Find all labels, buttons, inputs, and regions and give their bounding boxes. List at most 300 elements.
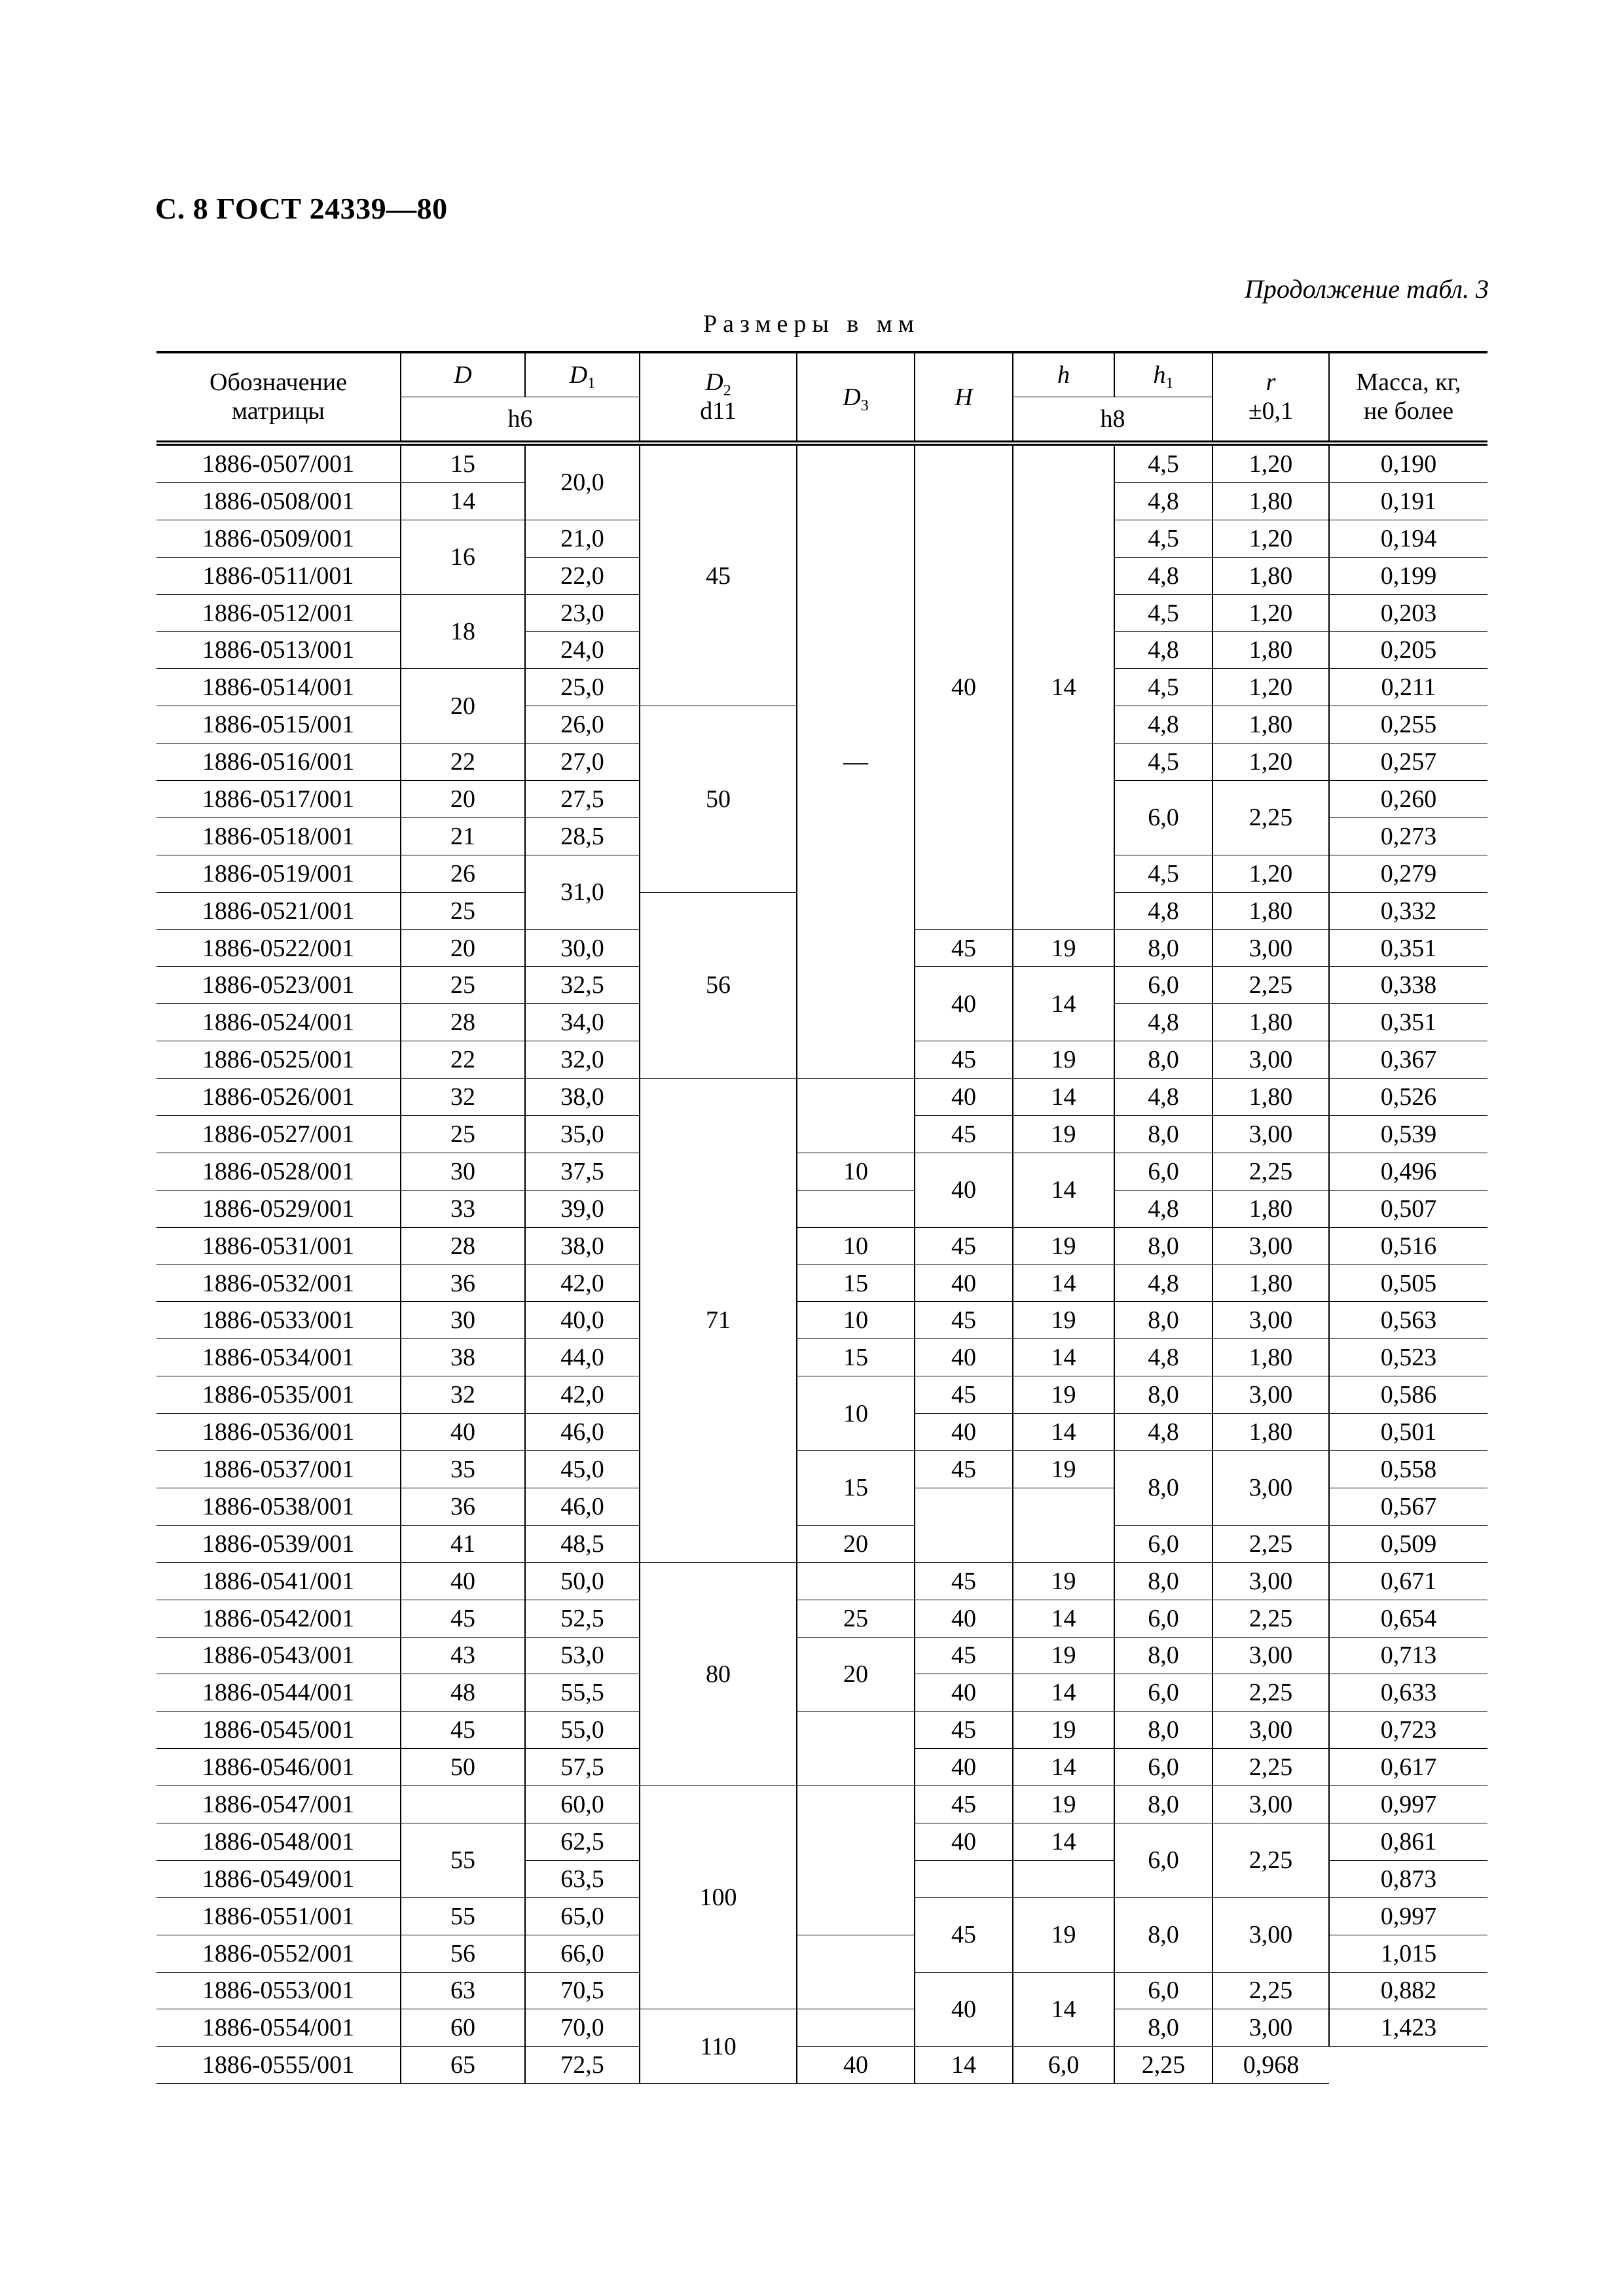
cell-D: 60 [401, 2009, 525, 2047]
cell-D: 28 [401, 1004, 525, 1041]
cell-D1: 42,0 [525, 1376, 640, 1414]
cell-mass: 0,509 [1329, 1525, 1487, 1562]
cell-D: 25 [401, 892, 525, 929]
cell-D1: 39,0 [525, 1190, 640, 1227]
cell-h1: 4,8 [1114, 1339, 1213, 1376]
cell-h: 14 [1013, 967, 1114, 1041]
cell-D1: 22,0 [525, 557, 640, 594]
cell-mass: 0,273 [1329, 817, 1487, 855]
cell-h1: 4,8 [1114, 557, 1213, 594]
cell-h [1013, 1860, 1114, 1897]
cell-D3 [797, 1935, 915, 2009]
header-D3: $D_3$ [797, 352, 915, 443]
cell-D1: 20,0 [525, 443, 640, 520]
cell-mass: 0,654 [1329, 1600, 1487, 1637]
cell-mass: 0,501 [1329, 1414, 1487, 1451]
cell-mass: 0,351 [1329, 1004, 1487, 1041]
cell-h: 19 [1013, 1041, 1114, 1079]
cell-h1: 4,5 [1114, 520, 1213, 557]
cell-h1: 6,0 [1114, 967, 1213, 1004]
cell-mass: 0,194 [1329, 520, 1487, 557]
cell-H: 40 [915, 1600, 1013, 1637]
cell-h: 19 [1013, 1376, 1114, 1414]
cell-D1: 40,0 [525, 1302, 640, 1339]
cell-D1: 65,0 [525, 1897, 640, 1935]
cell-D3 [797, 2009, 915, 2047]
cell-H [915, 1488, 1013, 1562]
cell-mass: 0,997 [1329, 1786, 1487, 1823]
cell-h: 14 [915, 2047, 1013, 2084]
cell-h: 19 [1013, 1637, 1114, 1674]
cell-D3: 10 [797, 1153, 915, 1190]
cell-designation: 1886-0545/001 [156, 1712, 401, 1749]
table-row [156, 1190, 1487, 1227]
cell-H: 40 [915, 1339, 1013, 1376]
cell-D1: 72,5 [525, 2047, 640, 2084]
cell-mass: 0,861 [1329, 1823, 1487, 1860]
cell-D1: 46,0 [525, 1488, 640, 1525]
cell-H: 40 [915, 443, 1013, 929]
cell-designation: 1886-0526/001 [156, 1079, 401, 1116]
cell-D: 30 [401, 1302, 525, 1339]
cell-designation: 1886-0533/001 [156, 1302, 401, 1339]
cell-designation: 1886-0515/001 [156, 706, 401, 744]
cell-D1: 38,0 [525, 1227, 640, 1265]
cell-h1: 4,5 [1114, 855, 1213, 892]
cell-designation: 1886-0522/001 [156, 929, 401, 967]
cell-D: 65 [401, 2047, 525, 2084]
cell-r: 1,20 [1213, 520, 1329, 557]
table-row [156, 1302, 1487, 1339]
cell-D: 35 [401, 1451, 525, 1488]
cell-D: 22 [401, 1041, 525, 1079]
cell-D: 63 [401, 1972, 525, 2009]
cell-D3 [797, 1190, 915, 1227]
cell-h1: 6,0 [1114, 1823, 1213, 1897]
cell-D: 33 [401, 1190, 525, 1227]
cell-designation: 1886-0509/001 [156, 520, 401, 557]
cell-designation: 1886-0519/001 [156, 855, 401, 892]
cell-designation: 1886-0521/001 [156, 892, 401, 929]
cell-mass: 0,617 [1329, 1749, 1487, 1786]
cell-D: 43 [401, 1637, 525, 1674]
cell-D1: 37,5 [525, 1153, 640, 1190]
cell-mass: 0,671 [1329, 1562, 1487, 1600]
cell-h1: 8,0 [1114, 2009, 1213, 2047]
table-row [156, 443, 1487, 482]
cell-h1: 8,0 [1114, 1451, 1213, 1526]
cell-r: 2,25 [1213, 1525, 1329, 1562]
cell-h1: 8,0 [1114, 1376, 1213, 1414]
cell-h1: 6,0 [1114, 1525, 1213, 1562]
cell-H: 40 [915, 1674, 1013, 1712]
cell-designation: 1886-0516/001 [156, 744, 401, 781]
cell-r: 2,25 [1213, 1823, 1329, 1897]
cell-designation: 1886-0513/001 [156, 632, 401, 669]
cell-D [401, 1786, 525, 1823]
table-row [156, 1786, 1487, 1823]
cell-r: 1,80 [1213, 482, 1329, 520]
cell-D: 55 [401, 1823, 525, 1897]
table-row [156, 1525, 1487, 1562]
cell-mass: 0,190 [1329, 443, 1487, 482]
cell-h1: 8,0 [1114, 1897, 1213, 1972]
table-body [156, 443, 1487, 2084]
cell-h1: 8,0 [1114, 1712, 1213, 1749]
cell-mass: 0,257 [1329, 744, 1487, 781]
cell-D1: 32,0 [525, 1041, 640, 1079]
cell-h1: 8,0 [1114, 929, 1213, 967]
cell-D2: 56 [640, 892, 797, 1078]
cell-D1: 21,0 [525, 520, 640, 557]
cell-mass: 0,279 [1329, 855, 1487, 892]
cell-mass: 0,586 [1329, 1376, 1487, 1414]
cell-H: 45 [915, 1562, 1013, 1600]
cell-designation: 1886-0553/001 [156, 1972, 401, 2009]
cell-D2: 50 [640, 706, 797, 892]
cell-h: 14 [1013, 1265, 1114, 1302]
cell-D: 20 [401, 929, 525, 967]
cell-D3 [797, 1786, 915, 1935]
cell-D: 36 [401, 1488, 525, 1525]
cell-D: 28 [401, 1227, 525, 1265]
cell-H: 40 [915, 1414, 1013, 1451]
cell-D2: 80 [640, 1562, 797, 1785]
cell-D1: 53,0 [525, 1637, 640, 1674]
header-designation: Обозначение матрицы [156, 352, 401, 443]
table-row [156, 1079, 1487, 1116]
cell-D1: 35,0 [525, 1116, 640, 1153]
cell-D: 45 [401, 1712, 525, 1749]
cell-mass: 0,255 [1329, 706, 1487, 744]
cell-D: 45 [401, 1600, 525, 1637]
cell-h: 19 [1013, 1562, 1114, 1600]
cell-mass: 0,516 [1329, 1227, 1487, 1265]
cell-D: 20 [401, 669, 525, 744]
cell-H: 45 [915, 1712, 1013, 1749]
cell-D: 26 [401, 855, 525, 892]
cell-h1: 4,5 [1114, 669, 1213, 706]
cell-D1: 28,5 [525, 817, 640, 855]
cell-D: 40 [401, 1414, 525, 1451]
cell-D3: 10 [797, 1227, 915, 1265]
cell-H: 45 [915, 1376, 1013, 1414]
cell-designation: 1886-0534/001 [156, 1339, 401, 1376]
cell-h1: 4,8 [1114, 1414, 1213, 1451]
cell-r: 3,00 [1213, 1116, 1329, 1153]
cell-D: 36 [401, 1265, 525, 1302]
cell-D3: 15 [797, 1265, 915, 1302]
cell-mass: 0,526 [1329, 1079, 1487, 1116]
cell-r: 1,80 [1213, 706, 1329, 744]
cell-designation: 1886-0548/001 [156, 1823, 401, 1860]
cell-h1: 4,8 [1114, 482, 1213, 520]
cell-designation: 1886-0512/001 [156, 594, 401, 632]
cell-D: 38 [401, 1339, 525, 1376]
cell-h: 14 [1013, 1414, 1114, 1451]
cell-D: 40 [401, 1562, 525, 1600]
cell-designation: 1886-0549/001 [156, 1860, 401, 1897]
cell-h1: 4,8 [1114, 1190, 1213, 1227]
cell-D3 [797, 1712, 915, 1786]
cell-mass: 0,260 [1329, 781, 1487, 818]
table-row [156, 1637, 1487, 1674]
cell-H: 45 [915, 1897, 1013, 1972]
cell-H: 40 [915, 967, 1013, 1041]
cell-r: 1,80 [1213, 1004, 1329, 1041]
cell-designation: 1886-0537/001 [156, 1451, 401, 1488]
cell-mass: 0,873 [1329, 1860, 1487, 1897]
table-row [156, 1339, 1487, 1376]
cell-designation: 1886-0544/001 [156, 1674, 401, 1712]
cell-D1: 66,0 [525, 1935, 640, 1972]
cell-designation: 1886-0541/001 [156, 1562, 401, 1600]
table-row [156, 1600, 1487, 1637]
cell-r: 2,25 [1213, 1600, 1329, 1637]
cell-r: 3,00 [1213, 1637, 1329, 1674]
cell-D: 22 [401, 744, 525, 781]
cell-r: 1,80 [1213, 1190, 1329, 1227]
cell-h1: 6,0 [1114, 781, 1213, 855]
cell-designation: 1886-0542/001 [156, 1600, 401, 1637]
cell-H: 45 [915, 1041, 1013, 1079]
cell-D3: 20 [797, 1525, 915, 1562]
cell-h1: 4,5 [1114, 443, 1213, 482]
cell-h1: 8,0 [1114, 1637, 1213, 1674]
cell-D3: 25 [797, 1600, 915, 1637]
cell-mass: 0,523 [1329, 1339, 1487, 1376]
cell-D1: 63,5 [525, 1860, 640, 1897]
cell-mass: 0,968 [1213, 2047, 1329, 2084]
cell-D2: 71 [640, 1079, 797, 1563]
cell-r: 1,20 [1213, 855, 1329, 892]
cell-r: 3,00 [1213, 1227, 1329, 1265]
cell-mass: 0,338 [1329, 967, 1487, 1004]
cell-mass: 0,505 [1329, 1265, 1487, 1302]
cell-h1: 4,8 [1114, 1079, 1213, 1116]
cell-D1: 23,0 [525, 594, 640, 632]
cell-h1: 6,0 [1114, 1153, 1213, 1190]
cell-h1: 4,8 [1114, 892, 1213, 929]
cell-h: 14 [1013, 1674, 1114, 1712]
cell-D1: 31,0 [525, 855, 640, 929]
header-D1: $D_1$ [525, 352, 640, 397]
cell-D: 48 [401, 1674, 525, 1712]
cell-h: 19 [1013, 1116, 1114, 1153]
header-H: H [915, 352, 1013, 443]
cell-r: 3,00 [1213, 1302, 1329, 1339]
cell-mass: 0,539 [1329, 1116, 1487, 1153]
cell-H: 40 [915, 1079, 1013, 1116]
cell-h: 14 [1013, 1600, 1114, 1637]
cell-D1: 48,5 [525, 1525, 640, 1562]
cell-designation: 1886-0536/001 [156, 1414, 401, 1451]
cell-h1: 6,0 [1114, 1972, 1213, 2009]
cell-r: 1,20 [1213, 443, 1329, 482]
cell-D1: 55,5 [525, 1674, 640, 1712]
cell-r: 3,00 [1213, 1451, 1329, 1526]
cell-D: 21 [401, 817, 525, 855]
header-r: r ±0,1 [1213, 352, 1329, 443]
cell-mass: 0,191 [1329, 482, 1487, 520]
cell-h: 19 [1013, 929, 1114, 967]
cell-designation: 1886-0524/001 [156, 1004, 401, 1041]
cell-D: 15 [401, 443, 525, 482]
cell-r: 2,25 [1213, 1749, 1329, 1786]
cell-D1: 50,0 [525, 1562, 640, 1600]
cell-D: 20 [401, 781, 525, 818]
cell-r: 1,80 [1213, 557, 1329, 594]
cell-h1: 6,0 [1114, 1749, 1213, 1786]
cell-designation: 1886-0532/001 [156, 1265, 401, 1302]
cell-D2: 100 [640, 1786, 797, 2009]
cell-h [1013, 1488, 1114, 1562]
header-D2: $D_2$ d11 [640, 352, 797, 443]
cell-D1: 60,0 [525, 1786, 640, 1823]
table-row [156, 1451, 1487, 1488]
cell-mass: 0,496 [1329, 1153, 1487, 1190]
cell-designation: 1886-0535/001 [156, 1376, 401, 1414]
cell-mass: 0,713 [1329, 1637, 1487, 1674]
cell-D3: 10 [797, 1376, 915, 1451]
cell-D1: 44,0 [525, 1339, 640, 1376]
table-row [156, 1376, 1487, 1414]
cell-H: 40 [915, 1153, 1013, 1227]
cell-designation: 1886-0517/001 [156, 781, 401, 818]
cell-r: 3,00 [1213, 1786, 1329, 1823]
cell-D1: 62,5 [525, 1823, 640, 1860]
cell-D3: 15 [797, 1451, 915, 1526]
table-row [156, 1227, 1487, 1265]
cell-h1: 8,0 [1114, 1302, 1213, 1339]
cell-h: 14 [1013, 1079, 1114, 1116]
cell-D1: 27,0 [525, 744, 640, 781]
header-tolerance-h6: h6 [401, 397, 640, 444]
cell-H: 45 [915, 1451, 1013, 1488]
cell-r: 2,25 [1213, 1674, 1329, 1712]
cell-h1: 6,0 [1013, 2047, 1114, 2084]
cell-designation: 1886-0546/001 [156, 1749, 401, 1786]
cell-h: 19 [1013, 1302, 1114, 1339]
header-tolerance-h8: h8 [1013, 397, 1213, 444]
cell-D: 32 [401, 1376, 525, 1414]
cell-H: 45 [915, 929, 1013, 967]
cell-mass: 0,558 [1329, 1451, 1487, 1488]
cell-D1: 25,0 [525, 669, 640, 706]
cell-H: 45 [915, 1637, 1013, 1674]
cell-designation: 1886-0527/001 [156, 1116, 401, 1153]
cell-r: 1,80 [1213, 1265, 1329, 1302]
cell-h: 19 [1013, 1786, 1114, 1823]
cell-H: 45 [915, 1227, 1013, 1265]
cell-D: 30 [401, 1153, 525, 1190]
cell-D3 [797, 1079, 915, 1153]
cell-D1: 27,5 [525, 781, 640, 818]
cell-designation: 1886-0539/001 [156, 1525, 401, 1562]
cell-h1: 4,8 [1114, 1004, 1213, 1041]
cell-h1: 6,0 [1114, 1674, 1213, 1712]
cell-h: 14 [1013, 1972, 1114, 2047]
cell-designation: 1886-0531/001 [156, 1227, 401, 1265]
header-h1: $h_1$ [1114, 352, 1213, 397]
cell-D: 55 [401, 1897, 525, 1935]
cell-D1: 45,0 [525, 1451, 640, 1488]
cell-designation: 1886-0547/001 [156, 1786, 401, 1823]
cell-mass: 0,205 [1329, 632, 1487, 669]
table-row [156, 2009, 1487, 2047]
cell-r: 3,00 [1213, 929, 1329, 967]
cell-H [915, 1860, 1013, 1897]
cell-D3: — [797, 443, 915, 1079]
cell-designation: 1886-0507/001 [156, 443, 401, 482]
cell-H: 45 [915, 1786, 1013, 1823]
cell-mass: 0,563 [1329, 1302, 1487, 1339]
cell-r: 3,00 [1213, 2009, 1329, 2047]
cell-D: 41 [401, 1525, 525, 1562]
cell-D1: 46,0 [525, 1414, 640, 1451]
page-header: С. 8 ГОСТ 24339—80 [155, 192, 448, 225]
cell-h1: 6,0 [1114, 1600, 1213, 1637]
cell-D1: 34,0 [525, 1004, 640, 1041]
cell-mass: 0,199 [1329, 557, 1487, 594]
cell-mass: 0,351 [1329, 929, 1487, 967]
cell-D1: 52,5 [525, 1600, 640, 1637]
cell-D1: 57,5 [525, 1749, 640, 1786]
cell-designation: 1886-0543/001 [156, 1637, 401, 1674]
cell-D: 16 [401, 520, 525, 594]
cell-r: 1,80 [1213, 632, 1329, 669]
table-continuation-label: Продолжение табл. 3 [1244, 274, 1489, 304]
cell-D1: 42,0 [525, 1265, 640, 1302]
cell-mass: 0,997 [1329, 1897, 1487, 1935]
cell-h: 19 [1013, 1712, 1114, 1749]
cell-D1: 70,5 [525, 1972, 640, 2009]
cell-mass: 0,567 [1329, 1488, 1487, 1525]
cell-mass: 0,723 [1329, 1712, 1487, 1749]
cell-r: 2,25 [1213, 781, 1329, 855]
cell-D2: 110 [640, 2009, 797, 2084]
header-D: D [401, 352, 525, 397]
cell-H: 40 [915, 1749, 1013, 1786]
cell-h1: 8,0 [1114, 1116, 1213, 1153]
cell-h1: 4,5 [1114, 594, 1213, 632]
cell-h: 14 [1013, 1339, 1114, 1376]
cell-r: 3,00 [1213, 1562, 1329, 1600]
cell-D: 56 [401, 1935, 525, 1972]
cell-designation: 1886-0525/001 [156, 1041, 401, 1079]
cell-mass: 0,332 [1329, 892, 1487, 929]
cell-r: 3,00 [1213, 1897, 1329, 1972]
cell-D1: 32,5 [525, 967, 640, 1004]
cell-D1: 26,0 [525, 706, 640, 744]
table-row [156, 1562, 1487, 1600]
cell-designation: 1886-0518/001 [156, 817, 401, 855]
cell-h1: 4,8 [1114, 706, 1213, 744]
cell-h: 19 [1013, 1451, 1114, 1488]
cell-designation: 1886-0538/001 [156, 1488, 401, 1525]
cell-designation: 1886-0554/001 [156, 2009, 401, 2047]
cell-h: 14 [1013, 1153, 1114, 1227]
cell-r: 2,25 [1213, 1153, 1329, 1190]
cell-h: 19 [1013, 1227, 1114, 1265]
cell-r: 1,20 [1213, 594, 1329, 632]
cell-designation: 1886-0552/001 [156, 1935, 401, 1972]
cell-designation: 1886-0508/001 [156, 482, 401, 520]
table-row [156, 1265, 1487, 1302]
cell-r: 2,25 [1114, 2047, 1213, 2084]
cell-h1: 8,0 [1114, 1562, 1213, 1600]
cell-h1: 8,0 [1114, 1041, 1213, 1079]
